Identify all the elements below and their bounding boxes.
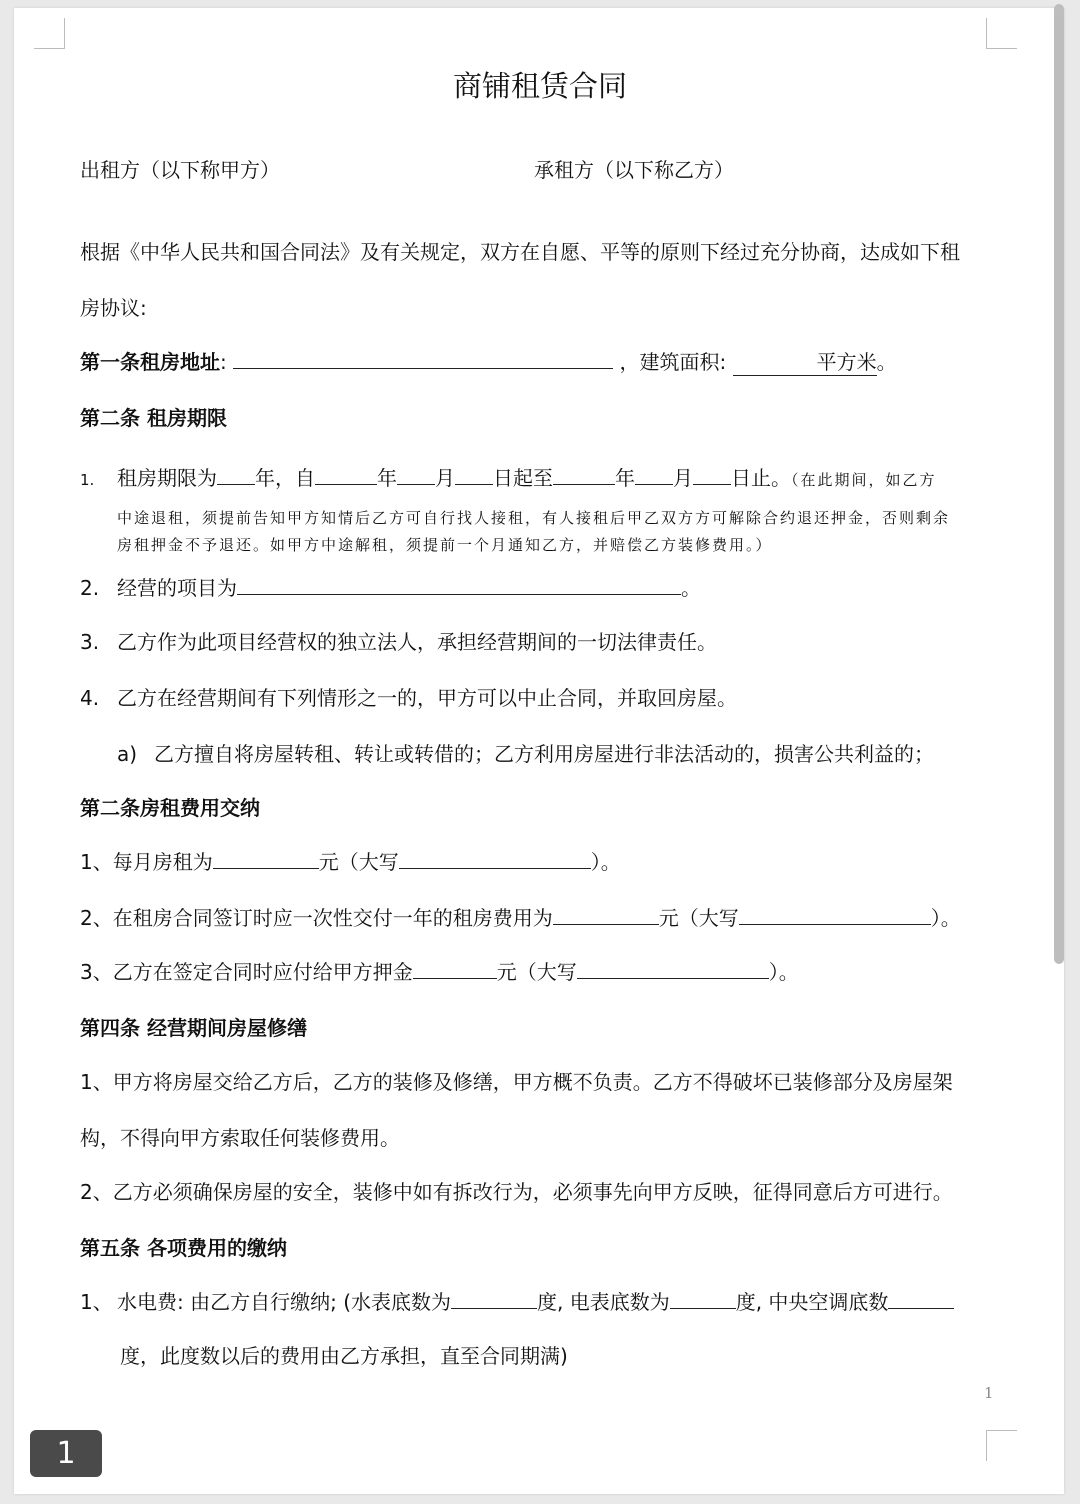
start-day-blank[interactable]: [455, 463, 493, 485]
business-scope-line: [80, 572, 701, 601]
deposit-label: 元（大写: [496, 960, 577, 984]
business-scope-label: 经营的项目为: [117, 576, 237, 600]
item-number: 4.: [80, 686, 100, 710]
utilities-label: 水电费: 由乙方自行缴纳; (水表底数为: [117, 1290, 451, 1314]
clause-3-line: [80, 626, 717, 655]
monthly-rent-capital-blank[interactable]: [399, 847, 591, 869]
lease-term-line: [80, 462, 937, 491]
water-meter-blank[interactable]: [451, 1287, 537, 1309]
rent-line-2: [80, 902, 961, 931]
item-number: 1.: [80, 471, 95, 489]
business-scope-blank[interactable]: [237, 573, 681, 595]
term-note: （在此期间，如乙方: [791, 471, 937, 489]
rent-label: 元（大写: [658, 906, 739, 930]
deposit-blank[interactable]: [413, 957, 497, 979]
rent-line-3: [80, 956, 799, 985]
term-text: 日起至: [493, 466, 553, 490]
annual-rent-blank[interactable]: [553, 903, 659, 925]
crop-mark-top-left: [34, 18, 65, 49]
intro-line-2: 房协议:: [80, 296, 147, 320]
term-text: 月: [435, 466, 455, 490]
repair-para-2: 2、乙方必须确保房屋的安全，装修中如有拆改行为，必须事先向甲方反映，征得同意后方可进行。: [80, 1180, 953, 1204]
term-text: 日止。: [731, 466, 791, 490]
line-end: 。: [681, 576, 701, 600]
utilities-line-1: [80, 1286, 954, 1315]
article-2-heading: 第二条 租房期限: [80, 406, 227, 430]
item-number: 2.: [80, 576, 100, 600]
article-3-heading: 第二条房租费用交纳: [80, 796, 260, 820]
crop-mark-top-right: [986, 18, 1017, 49]
term-note-line-2: 中途退租，须提前告知甲方知情后乙方可自行找人接租，有人接租后甲乙双方方可解除合约退还押金，否则剩余: [117, 509, 951, 527]
years-blank[interactable]: [217, 463, 255, 485]
repair-para-1-line-2: 构，不得向甲方索取任何装修费用。: [80, 1126, 400, 1150]
electric-meter-blank[interactable]: [670, 1287, 736, 1309]
rent-line-1: [80, 846, 621, 875]
page-number: 1: [984, 1384, 994, 1402]
utilities-label: 度, 中央空调底数: [735, 1290, 889, 1314]
address-blank[interactable]: [233, 347, 613, 369]
term-text: 年: [615, 466, 635, 490]
page-indicator-badge[interactable]: 1: [30, 1430, 102, 1477]
area-unit: 平方米: [816, 350, 877, 374]
term-text: 租房期限为: [117, 466, 217, 490]
term-text: 年，自: [255, 466, 315, 490]
utilities-line-2: 度，此度数以后的费用由乙方承担，直至合同期满): [120, 1344, 568, 1368]
utilities-label: 度, 电表底数为: [537, 1290, 670, 1314]
article-1-heading: 第一条租房地址: [80, 350, 220, 374]
clause-text: 乙方在经营期间有下列情形之一的，甲方可以中止合同，并取回房屋。: [117, 686, 737, 710]
document-title: 商铺租赁合同: [452, 69, 627, 103]
line-end: ）。: [768, 960, 799, 984]
term-text: 月: [673, 466, 693, 490]
line-end: ）。: [590, 850, 621, 874]
line-end: ）。: [930, 906, 961, 930]
sub-clause-a-line: [117, 738, 934, 767]
article-4-heading: 第四条 经营期间房屋修缮: [80, 1016, 307, 1040]
clause-4-line: [80, 682, 737, 711]
area-label: ，建筑面积:: [619, 350, 733, 374]
clause-text: 乙方擅自将房屋转租、转让或转借的；乙方利用房屋进行非法活动的，损害公共利益的；: [154, 742, 934, 766]
start-year-blank[interactable]: [315, 463, 377, 485]
repair-para-1-line-1: 1、甲方将房屋交给乙方后，乙方的装修及修缮，甲方概不负责。乙方不得破坏已装修部分及房屋架: [80, 1070, 953, 1094]
annual-rent-capital-blank[interactable]: [739, 903, 931, 925]
start-month-blank[interactable]: [397, 463, 435, 485]
rent-label: 2、在租房合同签订时应一次性交付一年的租房费用为: [80, 906, 553, 930]
deposit-label: 3、乙方在签定合同时应付给甲方押金: [80, 960, 413, 984]
article-1-line: [80, 346, 897, 376]
item-number: 3.: [80, 630, 100, 654]
lessor-label: 出租方（以下称甲方）: [80, 158, 280, 182]
end-day-blank[interactable]: [693, 463, 731, 485]
area-blank[interactable]: [733, 346, 877, 376]
rent-label: 元（大写: [318, 850, 399, 874]
monthly-rent-blank[interactable]: [213, 847, 319, 869]
article-5-heading: 第五条 各项费用的缴纳: [80, 1236, 287, 1260]
article-1-colon: :: [220, 350, 234, 374]
term-text: 年: [377, 466, 397, 490]
end-month-blank[interactable]: [635, 463, 673, 485]
term-note-line-3: 房租押金不予退还。如甲方中途解租，须提前一个月通知乙方，并赔偿乙方装修费用。）: [117, 536, 773, 554]
sub-item-number: a): [117, 742, 138, 766]
article-1-end: 。: [876, 350, 897, 374]
crop-mark-bottom-right: [986, 1430, 1017, 1461]
item-number: 1、: [80, 1290, 113, 1314]
lessee-label: 承租方（以下称乙方）: [534, 158, 734, 182]
rent-label: 1、每月房租为: [80, 850, 213, 874]
deposit-capital-blank[interactable]: [577, 957, 769, 979]
ac-meter-blank[interactable]: [888, 1287, 954, 1309]
end-year-blank[interactable]: [553, 463, 615, 485]
clause-text: 乙方作为此项目经营权的独立法人，承担经营期间的一切法律责任。: [117, 630, 717, 654]
vertical-scrollbar[interactable]: [1054, 4, 1064, 964]
intro-line-1: 根据《中华人民共和国合同法》及有关规定，双方在自愿、平等的原则下经过充分协商，达成如下租: [80, 240, 960, 264]
